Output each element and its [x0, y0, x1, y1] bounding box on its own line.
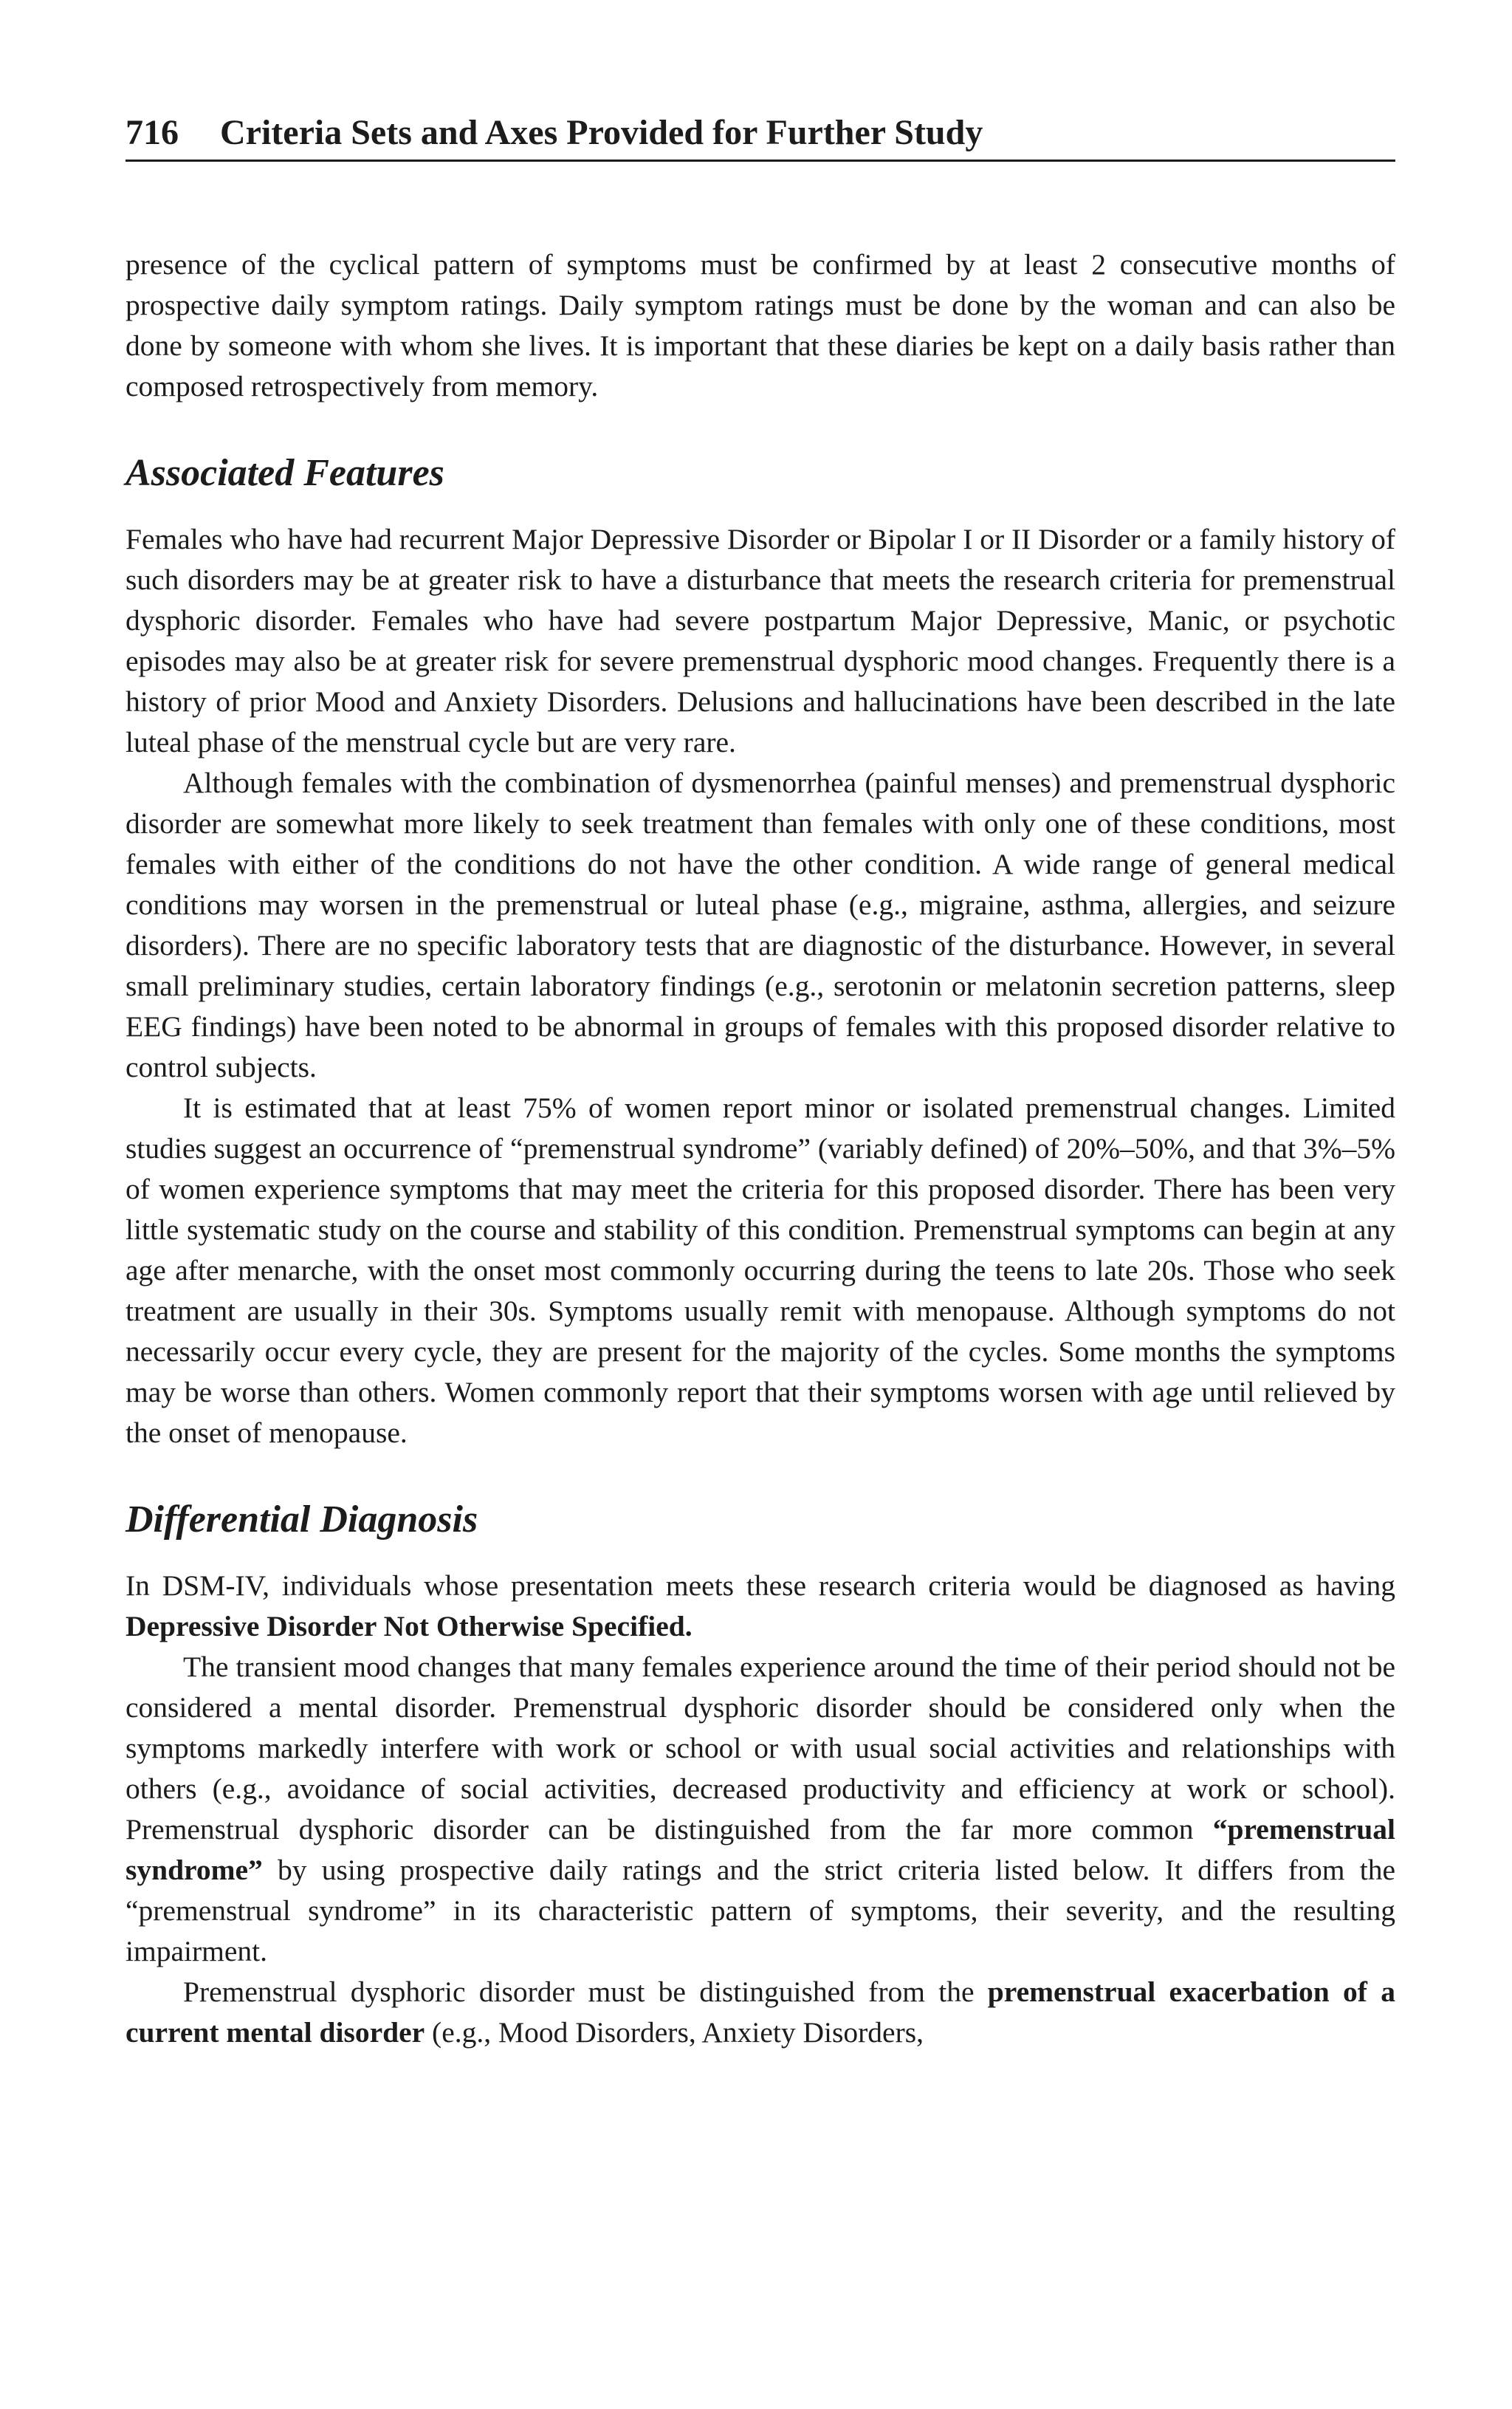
- paragraph-text: In DSM-IV, individuals whose presentation meets these research criteria would be diagnosed as having: [126, 1569, 1395, 1602]
- paragraph-text: by using prospective daily ratings and the strict criteria listed below. It differs from the “premenstrual syndrome” in its characteristic pattern of symptoms, their severity, and the resulting impairment.: [126, 1854, 1395, 1967]
- paragraph-text: The transient mood changes that many females experience around the time of their period should not be considered a mental disorder. Premenstrual dysphoric disorder should be considered only when the symptoms markedly interfere with work or school or with usual social activities and relationships with others (e.g., avoidance of social activities, decreased productivity and efficiency at work or school). Premenstrual dysphoric disorder can be distinguished from the far more common: [126, 1651, 1395, 1846]
- paragraph-text: (e.g., Mood Disorders, Anxiety Disorders,: [425, 2016, 924, 2049]
- differential-diagnosis-paragraph-3: [126, 1972, 1395, 2053]
- bold-term-premenstrual-exacerbation: premenstrual exacerbation of a current mental disorder: [126, 1975, 1395, 2049]
- differential-diagnosis-paragraph-1: [126, 1566, 1395, 1647]
- running-header: [126, 111, 1395, 162]
- associated-features-paragraph-3: It is estimated that at least 75% of women report minor or isolated premenstrual changes. Limited studies suggest an occurrence of “premenstrual syndrome” (variably defined) of 20%–50%, and that 3%–5% of women experience symptoms that may meet the criteria for this proposed disorder. There has been very little systematic study on the course and stability of this condition. Premenstrual symptoms can begin at any age after menarche, with the onset most commonly occurring during the teens to late 20s. Those who seek treatment are usually in their 30s. Symptoms usually remit with menopause. Although symptoms do not necessarily occur every cycle, they are present for the majority of the cycles. Some months the symptoms may be worse than others. Women commonly report that their symptoms worsen with age until relieved by the onset of menopause.: [126, 1092, 1395, 1449]
- section-heading-associated-features: Associated Features: [126, 452, 444, 494]
- associated-features-paragraph-1: Females who have had recurrent Major Depressive Disorder or Bipolar I or II Disorder or a family history of such disorders may be at greater risk to have a disturbance that meets the research criteria for premenstrual dysphoric disorder. Females who have had severe postpartum Major Depressive, Manic, or psychotic episodes may also be at greater risk for severe premenstrual dysphoric mood changes. Frequently there is a history of prior Mood and Anxiety Disorders. Delusions and hallucinations have been described in the late luteal phase of the menstrual cycle but are very rare.: [126, 523, 1395, 758]
- running-title: Criteria Sets and Axes Provided for Further Study: [220, 113, 983, 152]
- page-number: 716: [126, 113, 179, 152]
- associated-features-paragraph-2: Although females with the combination of dysmenorrhea (painful menses) and premenstrual dysphoric disorder are somewhat more likely to seek treatment than females with only one of these conditions, most females with either of the conditions do not have the other condition. A wide range of general medical conditions may worsen in the premenstrual or luteal phase (e.g., migraine, asthma, allergies, and seizure disorders). There are no specific laboratory tests that are diagnostic of the disturbance. However, in several small preliminary studies, certain laboratory findings (e.g., serotonin or melatonin secretion patterns, sleep EEG findings) have been noted to be abnormal in groups of females with this proposed disorder relative to control subjects.: [126, 767, 1395, 1083]
- differential-diagnosis-paragraph-2: [126, 1647, 1395, 1972]
- bold-term-premenstrual-syndrome: “premenstrual syndrome”: [126, 1813, 1395, 1886]
- bold-term-depressive-disorder-nos: Depressive Disorder Not Otherwise Specified.: [126, 1610, 693, 1642]
- section-heading-differential-diagnosis: Differential Diagnosis: [126, 1498, 478, 1541]
- paragraph-text: Premenstrual dysphoric disorder must be distinguished from the: [183, 1975, 988, 2008]
- book-page: [126, 111, 1395, 2053]
- intro-paragraph: presence of the cyclical pattern of symptoms must be confirmed by at least 2 consecutive months of prospective daily symptom ratings. Daily symptom ratings must be done by the woman and can also be done by someone with whom she lives. It is important that these diaries be kept on a daily basis rather than composed retrospectively from memory.: [126, 248, 1395, 402]
